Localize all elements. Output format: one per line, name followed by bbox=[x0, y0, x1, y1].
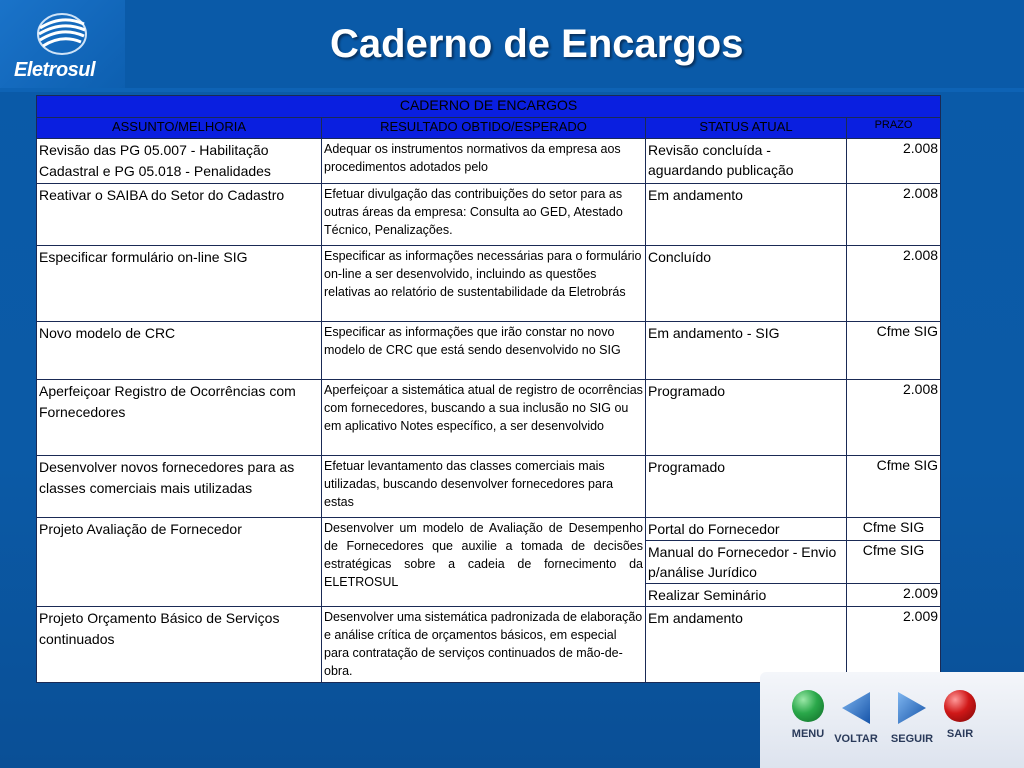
cell-deadline: 2.008 bbox=[847, 139, 941, 184]
header-resultado: RESULTADO OBTIDO/ESPERADO bbox=[322, 118, 646, 139]
cell-deadline: 2.008 bbox=[847, 184, 941, 246]
cell-deadline: Cfme SIG bbox=[847, 456, 941, 518]
table-row bbox=[37, 322, 941, 380]
cell-status: Revisão concluída - aguardando publicação bbox=[646, 139, 847, 184]
cell-status: Portal do Fornecedor bbox=[646, 518, 847, 541]
menu-label: MENU bbox=[791, 728, 825, 740]
cell-subject: Desenvolver novos fornecedores para as classes comerciais mais utilizadas bbox=[37, 456, 322, 518]
cell-subject: Aperfeiçoar Registro de Ocorrências com Fornecedores bbox=[37, 380, 322, 456]
exit-button[interactable] bbox=[930, 690, 990, 740]
cell-status: Em andamento - SIG bbox=[646, 322, 847, 380]
table-row bbox=[37, 139, 941, 184]
globe-logo-icon bbox=[34, 10, 90, 58]
cell-deadline: 2.008 bbox=[847, 246, 941, 322]
arrow-right-icon bbox=[894, 690, 930, 726]
cell-result: Efetuar divulgação das contribuições do setor para as outras áreas da empresa: Consulta ao GED, Atestado Técnico, Penalizações. bbox=[322, 184, 646, 246]
cell-deadline: 2.009 bbox=[847, 607, 941, 683]
exit-label: SAIR bbox=[946, 728, 974, 740]
cell-deadline: 2.009 bbox=[847, 584, 941, 607]
table-row bbox=[37, 246, 941, 322]
page-title: Caderno de Encargos bbox=[330, 22, 744, 66]
cell-subject: Especificar formulário on-line SIG bbox=[37, 246, 322, 322]
cell-status: Concluído bbox=[646, 246, 847, 322]
table-row bbox=[37, 518, 941, 541]
cell-status: Realizar Seminário bbox=[646, 584, 847, 607]
cell-result: Efetuar levantamento das classes comerciais mais utilizadas, buscando desenvolver fornecedores para estas bbox=[322, 456, 646, 518]
header-prazo: PRAZO bbox=[847, 118, 941, 139]
red-ball-icon bbox=[944, 690, 976, 722]
table-caption: CADERNO DE ENCARGOS bbox=[37, 96, 941, 118]
table-caption-row bbox=[37, 96, 941, 118]
cell-subject: Reativar o SAIBA do Setor do Cadastro bbox=[37, 184, 322, 246]
cell-subject: Novo modelo de CRC bbox=[37, 322, 322, 380]
cell-result: Especificar as informações necessárias para o formulário on-line a ser desenvolvido, incluindo as questões relativas ao relatório de sustentabilidade da Eletrobrás bbox=[322, 246, 646, 322]
logo bbox=[0, 0, 125, 88]
table-header-row bbox=[37, 118, 941, 139]
cell-subject: Projeto Orçamento Básico de Serviços continuados bbox=[37, 607, 322, 683]
cell-status: Programado bbox=[646, 380, 847, 456]
cell-deadline: 2.008 bbox=[847, 380, 941, 456]
green-ball-icon bbox=[792, 690, 824, 722]
cell-result: Desenvolver uma sistemática padronizada de elaboração e análise crítica de orçamentos básicos, em especial para contratação de serviços continuados de mão-de-obra. bbox=[322, 607, 646, 683]
cell-status: Em andamento bbox=[646, 184, 847, 246]
header-status: STATUS ATUAL bbox=[646, 118, 847, 139]
header-divider bbox=[0, 88, 1024, 92]
cell-status: Programado bbox=[646, 456, 847, 518]
cell-status: Em andamento bbox=[646, 607, 847, 683]
cell-result: Especificar as informações que irão constar no novo modelo de CRC que está sendo desenvolvido no SIG bbox=[322, 322, 646, 380]
table-row bbox=[37, 184, 941, 246]
cell-deadline: Cfme SIG bbox=[847, 518, 941, 541]
cell-deadline: Cfme SIG bbox=[847, 322, 941, 380]
table-row bbox=[37, 380, 941, 456]
logo-text: Eletrosul bbox=[14, 59, 96, 81]
header-assunto: ASSUNTO/MELHORIA bbox=[37, 118, 322, 139]
table-row bbox=[37, 456, 941, 518]
back-button[interactable] bbox=[826, 690, 886, 745]
cell-status: Manual do Fornecedor - Envio p/análise Jurídico bbox=[646, 541, 847, 584]
navigation-panel bbox=[760, 672, 1024, 768]
cell-subject: Revisão das PG 05.007 - Habilitação Cadastral e PG 05.018 - Penalidades bbox=[37, 139, 322, 184]
cell-subject: Projeto Avaliação de Fornecedor bbox=[37, 518, 322, 607]
next-label: SEGUIR bbox=[890, 733, 934, 745]
back-label: VOLTAR bbox=[834, 733, 878, 745]
cell-deadline: Cfme SIG bbox=[847, 541, 941, 584]
cell-result: Adequar os instrumentos normativos da empresa aos procedimentos adotados pelo bbox=[322, 139, 646, 184]
cell-result: Aperfeiçoar a sistemática atual de registro de ocorrências com fornecedores, buscando a sua inclusão no SIG ou em aplicativo Notes específico, a ser desenvolvido bbox=[322, 380, 646, 456]
encargos-table bbox=[36, 95, 941, 683]
cell-result: Desenvolver um modelo de Avaliação de Desempenho de Fornecedores que auxilie a tomada de decisões estratégicas sobre a cadeia de fornecimento da ELETROSUL bbox=[322, 518, 646, 607]
arrow-left-icon bbox=[838, 690, 874, 726]
